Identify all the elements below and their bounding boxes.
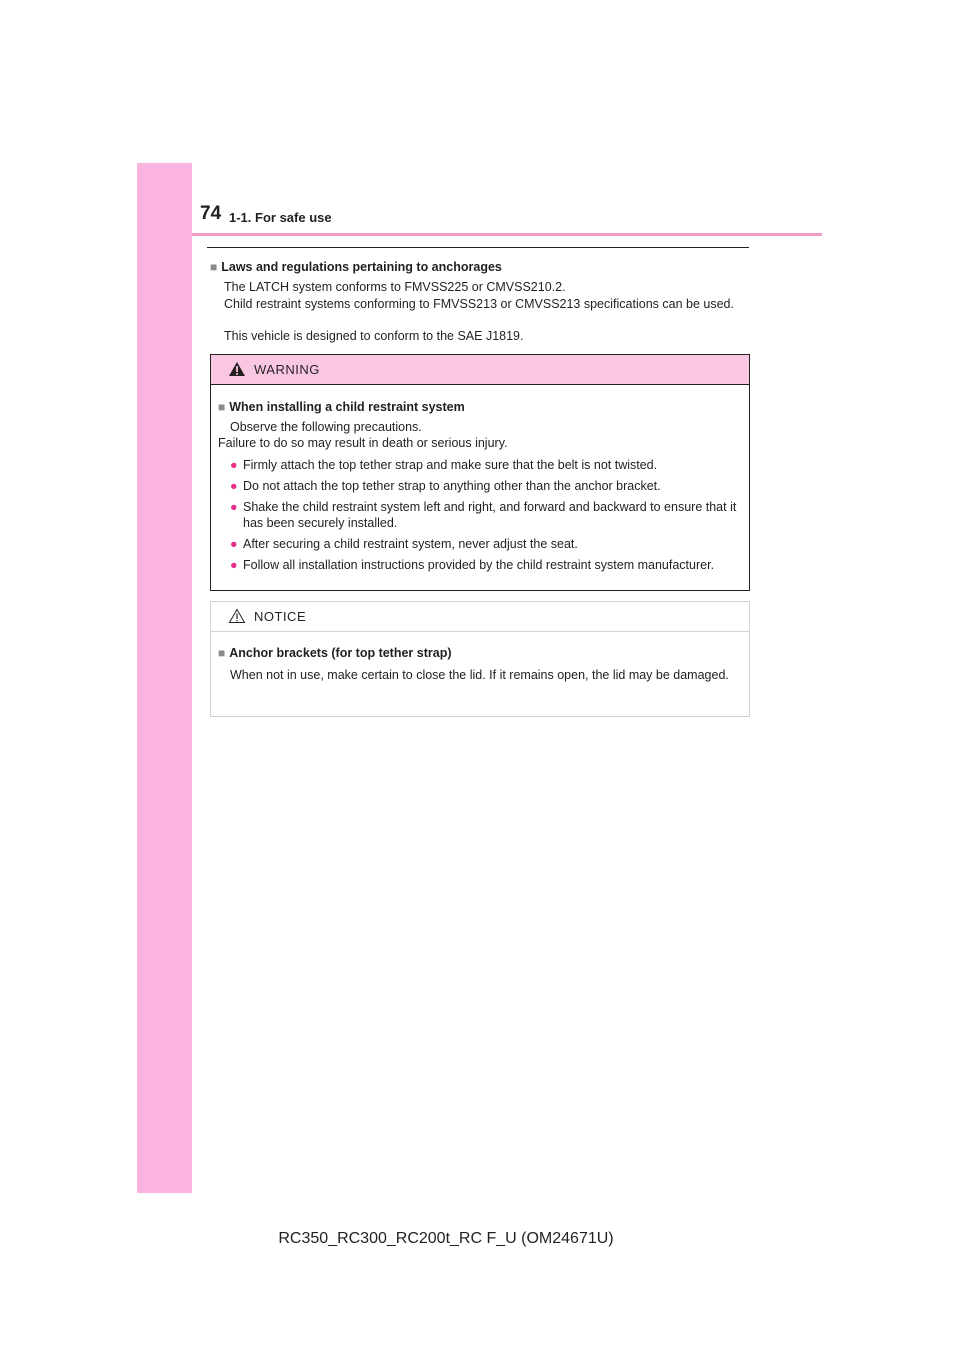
laws-line-2: Child restraint systems conforming to FMVSS213 or CMVSS213 specifications can be used. (224, 297, 734, 311)
notice-heading-text: Anchor brackets (for top tether strap) (229, 646, 452, 660)
warning-box (210, 354, 750, 591)
sidebar-tab (137, 163, 192, 1193)
warning-intro-2: Failure to do so may result in death or serious injury. (218, 436, 508, 450)
list-item (230, 478, 746, 494)
list-item-text: Do not attach the top tether strap to anything other than the anchor bracket. (243, 479, 661, 493)
warning-triangle-icon (228, 361, 246, 377)
warning-heading (218, 399, 465, 415)
header-rule (192, 233, 822, 236)
square-bullet-icon: ■ (210, 260, 218, 274)
notice-heading (218, 645, 452, 661)
laws-line-3: This vehicle is designed to conform to the SAE J1819. (224, 329, 524, 343)
laws-line-1: The LATCH system conforms to FMVSS225 or CMVSS210.2. (224, 280, 566, 294)
footer-model-text: RC350_RC300_RC200t_RC F_U (OM24671U) (278, 1230, 614, 1247)
list-item-text: Follow all installation instructions provided by the child restraint system manufacturer. (243, 558, 715, 572)
list-item (230, 536, 746, 552)
dot-bullet-icon: ● (230, 479, 238, 493)
notice-header (211, 602, 749, 632)
list-item-text: After securing a child restraint system, never adjust the seat. (243, 537, 578, 551)
list-item (230, 499, 746, 531)
content-rule (207, 247, 749, 248)
square-bullet-icon: ■ (218, 646, 226, 660)
warning-intro-1: Observe the following precautions. (230, 420, 422, 434)
dot-bullet-icon: ● (230, 558, 238, 572)
square-bullet-icon: ■ (218, 400, 226, 414)
list-item (230, 557, 746, 573)
footer-model (0, 1230, 960, 1248)
list-item-text: Shake the child restraint system left and right, and forward and backward to ensure that it has been securely installed. (243, 500, 737, 530)
warning-label: WARNING (254, 362, 320, 377)
notice-label: NOTICE (254, 609, 307, 624)
notice-text: When not in use, make certain to close the lid. If it remains open, the lid may be damaged. (230, 668, 729, 682)
page-number: 74 (200, 203, 222, 224)
warning-header (211, 355, 749, 385)
dot-bullet-icon: ● (230, 500, 238, 514)
dot-bullet-icon: ● (230, 458, 238, 472)
laws-heading (210, 259, 502, 275)
list-item-text: Firmly attach the top tether strap and make sure that the belt is not twisted. (243, 458, 658, 472)
list-item (230, 457, 746, 473)
warning-heading-text: When installing a child restraint system (229, 400, 465, 414)
notice-box (210, 601, 750, 717)
dot-bullet-icon: ● (230, 537, 238, 551)
notice-triangle-icon (228, 608, 246, 624)
laws-heading-text: Laws and regulations pertaining to anchorages (221, 260, 502, 274)
section-title: 1-1. For safe use (229, 210, 332, 225)
